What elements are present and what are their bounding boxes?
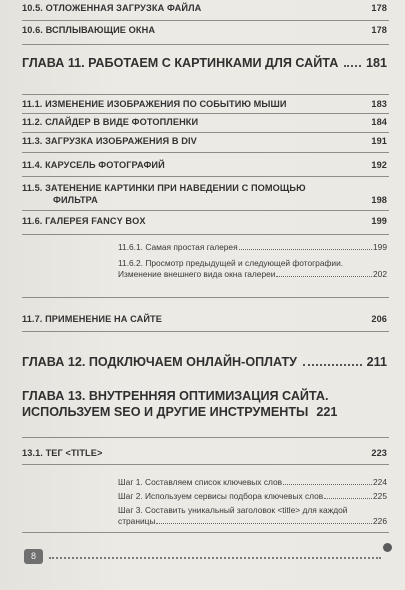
- divider: [22, 152, 389, 153]
- footer-dot-icon: [383, 543, 392, 552]
- divider: [22, 44, 389, 45]
- toc-entry-title: 11.3. ЗАГРУЗКА ИЗОБРАЖЕНИЯ В DIV: [22, 136, 197, 146]
- toc-entry-11-1[interactable]: [22, 99, 387, 109]
- toc-entry-title-line1: 11.5. ЗАТЕНЕНИЕ КАРТИНКИ ПРИ НАВЕДЕНИИ С ПОМОЩЬЮ: [22, 183, 306, 193]
- chapter-page: 211: [366, 355, 387, 369]
- divider: [22, 234, 389, 235]
- toc-entry-page: 198: [371, 195, 387, 205]
- toc-entry-title: 10.6. ВСПЛЫВАЮЩИЕ ОКНА: [22, 25, 156, 35]
- toc-subentry-step-2[interactable]: [118, 491, 387, 502]
- toc-entry-title: 11.4. КАРУСЕЛЬ ФОТОГРАФИЙ: [22, 160, 165, 170]
- toc-entry-10-5[interactable]: [22, 3, 387, 13]
- toc-subentry-11-6-2[interactable]: [118, 258, 387, 279]
- toc-subentry-11-6-1[interactable]: [118, 242, 387, 253]
- toc-chapter-12[interactable]: [22, 355, 387, 369]
- divider: [22, 210, 389, 211]
- toc-entry-11-3[interactable]: [22, 136, 387, 146]
- leader-dots: [283, 484, 372, 485]
- toc-subentry-page: 225: [373, 491, 387, 501]
- chapter-title: ГЛАВА 11. РАБОТАЕМ С КАРТИНКАМИ ДЛЯ САЙТА: [22, 56, 339, 70]
- toc-subentry-page: 202: [373, 268, 387, 279]
- chapter-title-line2: ИСПОЛЬЗУЕМ SEO И ДРУГИЕ ИНСТРУМЕНТЫ: [22, 405, 309, 419]
- toc-subentry-title-line2: страницы: [118, 515, 156, 526]
- toc-subentry-title-line2: Изменение внешнего вида окна галереи: [118, 268, 276, 279]
- toc-entry-page: 178: [371, 25, 387, 35]
- toc-chapter-13-cont[interactable]: [22, 405, 387, 419]
- toc-entry-11-5-cont[interactable]: [53, 195, 387, 205]
- toc-subentry-page: 224: [373, 477, 387, 487]
- toc-subentry-title-line1: 11.6.2. Просмотр предыдущей и следующей фотографии.: [118, 258, 344, 268]
- leader-dots: [239, 249, 372, 250]
- divider: [22, 297, 389, 298]
- toc-entry-13-1[interactable]: [22, 448, 387, 458]
- divider: [22, 113, 389, 114]
- toc-chapter-11[interactable]: [22, 56, 387, 70]
- divider: [22, 437, 389, 438]
- toc-subentry-step-1[interactable]: [118, 477, 387, 488]
- toc-entry-page: 223: [371, 448, 387, 458]
- leader-dots: [156, 523, 372, 524]
- toc-entry-11-7[interactable]: [22, 314, 387, 324]
- page-number-badge: 8: [24, 549, 43, 564]
- divider: [22, 20, 389, 21]
- chapter-title-line1: ГЛАВА 13. ВНУТРЕННЯЯ ОПТИМИЗАЦИЯ САЙТА.: [22, 389, 329, 403]
- toc-subentry-step-3[interactable]: [118, 505, 387, 526]
- toc-entry-page: 206: [371, 314, 387, 324]
- toc-chapter-13[interactable]: [22, 389, 387, 403]
- divider: [22, 464, 389, 465]
- chapter-title: ГЛАВА 12. ПОДКЛЮЧАЕМ ОНЛАЙН-ОПЛАТУ: [22, 355, 297, 369]
- divider: [22, 532, 389, 533]
- divider: [22, 132, 389, 133]
- toc-entry-title: 13.1. ТЕГ <TITLE>: [22, 448, 103, 458]
- toc-entry-title: 11.7. ПРИМЕНЕНИЕ НА САЙТЕ: [22, 314, 162, 324]
- toc-subentry-page: 199: [373, 242, 387, 252]
- leader-dots: [344, 65, 361, 67]
- toc-subentry-title: Шаг 1. Составляем список ключевых слов: [118, 477, 283, 487]
- divider: [22, 176, 389, 177]
- toc-entry-title: 11.2. СЛАЙДЕР В ВИДЕ ФОТОПЛЕНКИ: [22, 117, 199, 127]
- toc-subentry-title-line1: Шаг 3. Составить уникальный заголовок <title> для каждой: [118, 505, 348, 515]
- toc-entry-10-6[interactable]: [22, 25, 387, 35]
- toc-entry-page: 184: [371, 117, 387, 127]
- chapter-page: 221: [316, 405, 338, 419]
- toc-subentry-page: 226: [373, 515, 387, 526]
- toc-entry-11-2[interactable]: [22, 117, 387, 127]
- toc-entry-11-4[interactable]: [22, 160, 387, 170]
- toc-entry-title-line2: ФИЛЬТРА: [53, 195, 98, 205]
- divider: [22, 94, 389, 95]
- chapter-page: 181: [365, 56, 387, 70]
- toc-entry-page: 199: [371, 216, 387, 226]
- toc-entry-title: 11.1. ИЗМЕНЕНИЕ ИЗОБРАЖЕНИЯ ПО СОБЫТИЮ МЫШИ: [22, 99, 287, 109]
- footer-dotted-line: [49, 557, 381, 559]
- toc-entry-11-5[interactable]: [22, 183, 387, 193]
- toc-subentry-title: 11.6.1. Самая простая галерея: [118, 242, 238, 252]
- divider: [22, 331, 389, 332]
- leader-dots: [276, 276, 372, 277]
- toc-subentry-title: Шаг 2. Используем сервисы подбора ключевых слов: [118, 491, 324, 501]
- toc-entry-title: 10.5. ОТЛОЖЕННАЯ ЗАГРУЗКА ФАЙЛА: [22, 3, 202, 13]
- toc-entry-page: 178: [371, 3, 387, 13]
- toc-entry-page: 183: [371, 99, 387, 109]
- leader-dots: [324, 498, 372, 499]
- toc-entry-11-6[interactable]: [22, 216, 387, 226]
- toc-entry-page: 191: [371, 136, 387, 146]
- toc-entry-title: 11.6. ГАЛЕРЕЯ FANCY BOX: [22, 216, 146, 226]
- toc-entry-page: 192: [371, 160, 387, 170]
- leader-dots: [303, 364, 362, 366]
